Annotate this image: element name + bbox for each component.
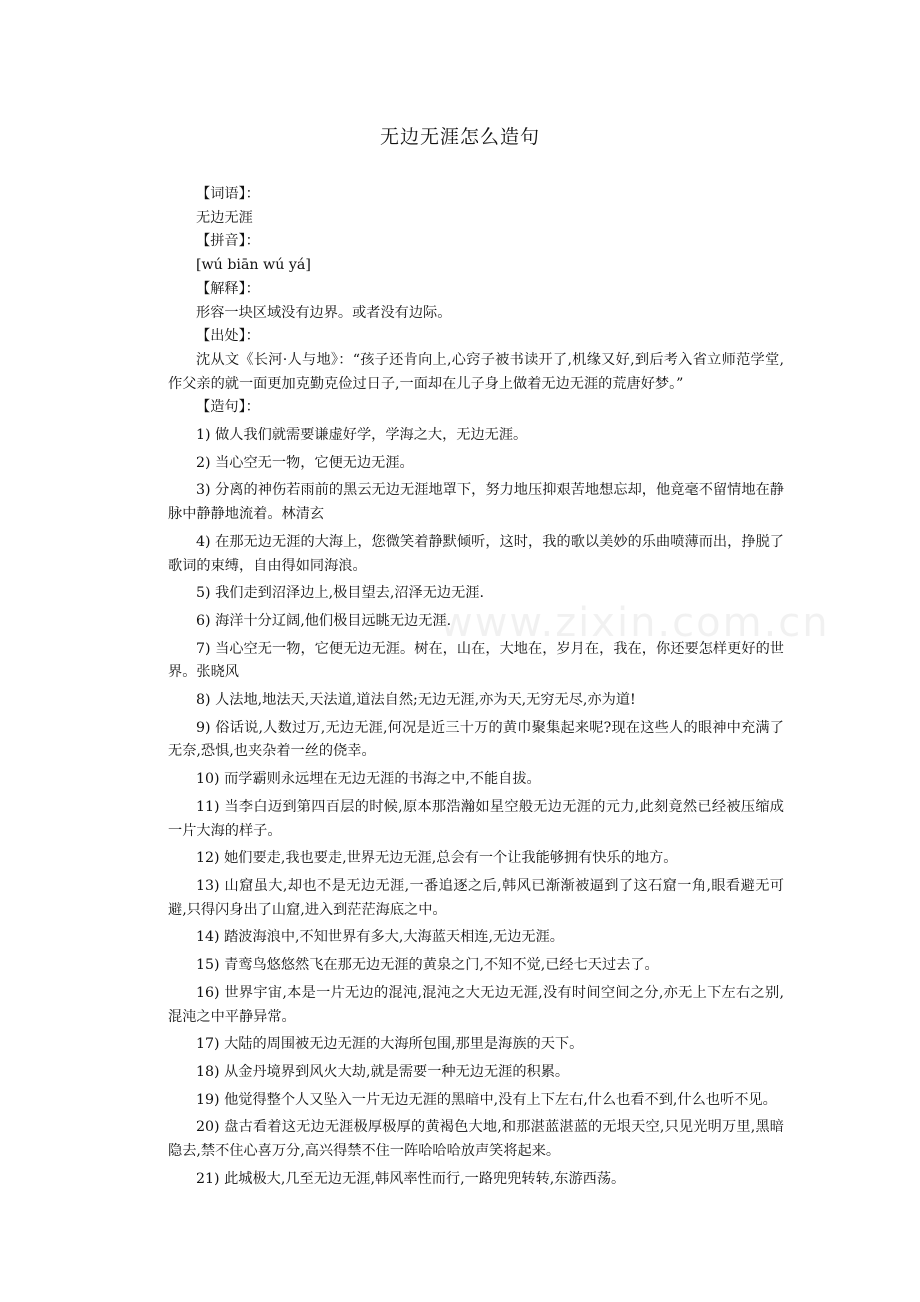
sentence-item: 21) 此城极大,几至无边无涯,韩风率性而行,一路兜兜转转,东游西荡。 (196, 1170, 626, 1187)
document-body (168, 183, 784, 1191)
sentence-item: 4) 在那无边无涯的大海上，您微笑着静默倾听，这时，我的歌以美妙的乐曲喷薄而出，挣脱了歌词的束缚，自由得如同海浪。 (168, 533, 784, 574)
sentence-item: 19) 他觉得整个人又坠入一片无边无涯的黑暗中,没有上下左右,什么也看不到,什么也听不见。 (196, 1091, 777, 1108)
sentence-item: 1) 做人我们就需要谦虚好学，学海之大，无边无涯。 (196, 427, 528, 444)
sentence-item: 7) 当心空无一物，它便无边无涯。树在，山在，大地在，岁月在，我在，你还要怎样更好的世界。张晓风 (168, 640, 784, 681)
sentence-item: 15) 青鸾鸟悠悠然飞在那无边无涯的黄泉之门,不知不觉,已经七天过去了。 (196, 957, 659, 974)
sentence-item: 10) 而学霸则永远埋在无边无涯的书海之中,不能自拔。 (196, 771, 541, 788)
sentence-item: 6) 海洋十分辽阔,他们极目远眺无边无涯. (196, 612, 452, 629)
sentence-item: 8) 人法地,地法天,天法道,道法自然;无边无涯,亦为天,无穷无尽,亦为道! (196, 692, 636, 709)
sentence-item: 16) 世界宇宙,本是一片无边的混沌,混沌之大无边无涯,没有时间空间之分,亦无上下左右之别,混沌之中平静异常。 (168, 984, 784, 1025)
jieshi-text: 形容一块区域没有边界。或者没有边际。 (196, 304, 452, 321)
sentence-item: 5) 我们走到沼泽边上,极目望去,沼泽无边无涯. (196, 585, 484, 602)
sentence-item: 9) 俗话说,人数过万,无边无涯,何况是近三十万的黄巾聚集起来呢?现在这些人的眼神中充满了无奈,恐惧,也夹杂着一丝的侥幸。 (168, 719, 784, 760)
sentence-list (168, 424, 784, 1191)
chuchu-text: 沈从文《长河·人与地》：“孩子还肯向上,心窍子被书读开了,机缘又好,到后考入省立师范学堂,作父亲的就一面更加克勤克俭过日子,一面却在儿子身上做着无边无涯的荒唐好梦。” (168, 351, 784, 392)
sentence-item: 18) 从金丹境界到风火大劫,就是需要一种无边无涯的积累。 (196, 1063, 570, 1080)
sentence-item: 13) 山窟虽大,却也不是无边无涯,一番追逐之后,韩风已渐渐被逼到了这石窟一角,眼看避无可避,只得闪身出了山窟,进入到茫茫海底之中。 (168, 877, 784, 918)
section-label-ciyu: 【词语】： (196, 186, 260, 202)
sentence-item: 14) 踏波海浪中,不知世界有多大,大海蓝天相连,无边无涯。 (196, 929, 564, 946)
watermark: www.zixin.com.cn (440, 600, 830, 646)
sentence-item: 17) 大陆的周围被无边无涯的大海所包围,那里是海族的天下。 (196, 1036, 584, 1053)
sentence-item: 20) 盘古看着这无边无涯极厚极厚的黄褐色大地,和那湛蓝湛蓝的无垠天空,只见光明万里,黑暗隐去,禁不住心喜万分,高兴得禁不住一阵哈哈哈放声笑将起来。 (168, 1119, 784, 1160)
section-label-chuchu: 【出处】： (196, 328, 260, 345)
sentence-item: 3) 分离的神伤若雨前的黑云无边无涯地罩下，努力地压抑艰苦地想忘却，他竟毫不留情地在静脉中静静地流着。林清玄 (168, 482, 784, 523)
document-title: 无边无涯怎么造句 (379, 126, 540, 148)
section-label-zaoju: 【造句】： (196, 399, 260, 416)
sentence-item: 12) 她们要走,我也要走,世界无边无涯,总会有一个让我能够拥有快乐的地方。 (196, 850, 678, 867)
section-label-pinyin: 【拼音】： (196, 233, 260, 250)
ciyu-text: 无边无涯 (196, 209, 253, 226)
section-label-jieshi: 【解释】： (196, 280, 260, 297)
sentence-item: 2) 当心空无一物，它便无边无涯。 (196, 454, 414, 471)
pinyin-text: [wú biān wú yá] (196, 257, 311, 274)
sentence-item: 11) 当李白迈到第四百层的时候,原本那浩瀚如星空般无边无涯的元力,此刻竟然已经被压缩成一片大海的样子。 (168, 798, 784, 839)
